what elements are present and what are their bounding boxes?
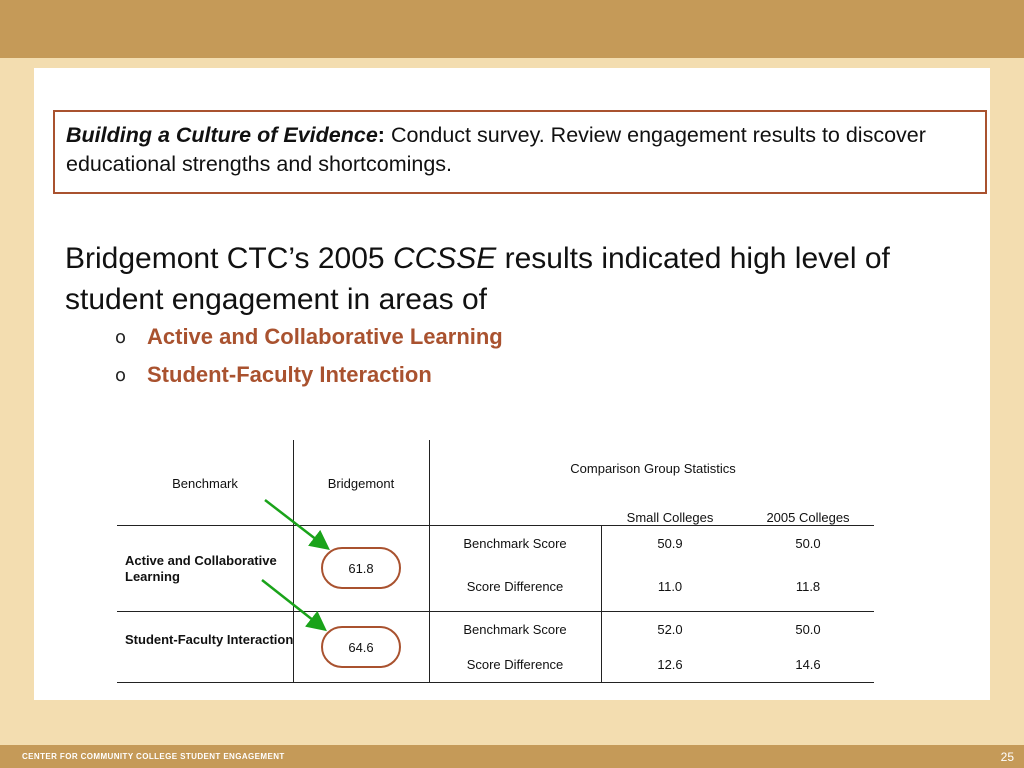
bullet-text: Student-Faculty Interaction bbox=[147, 362, 432, 387]
footer-org: CENTER FOR COMMUNITY COLLEGE STUDENT ENGAGEMENT bbox=[22, 752, 285, 761]
stat-name: Score Difference bbox=[466, 579, 564, 594]
stat-name: Benchmark Score bbox=[463, 536, 567, 551]
stat-all: 11.8 bbox=[795, 579, 821, 594]
stat-small: 52.0 bbox=[657, 622, 683, 637]
score-oval: 61.8 bbox=[321, 547, 401, 589]
stat-name: Benchmark Score bbox=[463, 622, 567, 637]
stat-all: 14.6 bbox=[795, 657, 821, 672]
footer-band bbox=[0, 745, 1024, 768]
stat-small: 11.0 bbox=[657, 579, 683, 594]
header-comparison: Comparison Group Statistics bbox=[570, 461, 736, 476]
callout-colon: : bbox=[377, 123, 385, 147]
callout-text: Conduct survey. Review engagement results to discover educational strengths and shortcomings. bbox=[66, 123, 926, 176]
callout-title: Building a Culture of Evidence bbox=[66, 123, 378, 147]
stat-small: 12.6 bbox=[657, 657, 683, 672]
header-small-colleges: Small Colleges bbox=[626, 510, 714, 525]
header-benchmark: Benchmark bbox=[172, 476, 238, 491]
stat-all: 50.0 bbox=[795, 536, 821, 551]
lead-before: Bridgemont CTC’s 2005 bbox=[65, 242, 393, 275]
bullet-text: Active and Collaborative Learning bbox=[147, 324, 503, 349]
bullet-marker: o bbox=[115, 326, 127, 348]
lead-after: results indicated high level of student engagement in areas of bbox=[65, 242, 890, 316]
stat-all: 50.0 bbox=[795, 622, 821, 637]
header-bridgemont: Bridgemont bbox=[327, 476, 395, 491]
score-oval: 64.6 bbox=[321, 626, 401, 668]
stat-name: Score Difference bbox=[466, 657, 564, 672]
page-number: 25 bbox=[1000, 749, 1014, 764]
row-label: Active and Collaborative Learning bbox=[125, 553, 277, 584]
bullet-marker: o bbox=[115, 364, 127, 386]
lead-italic: CCSSE bbox=[392, 242, 497, 275]
row-label: Student-Faculty Interaction bbox=[125, 632, 294, 647]
header-2005-colleges: 2005 Colleges bbox=[766, 510, 850, 525]
stat-small: 50.9 bbox=[657, 536, 683, 551]
arrow-icon bbox=[265, 500, 326, 547]
arrow-icon bbox=[262, 580, 323, 628]
